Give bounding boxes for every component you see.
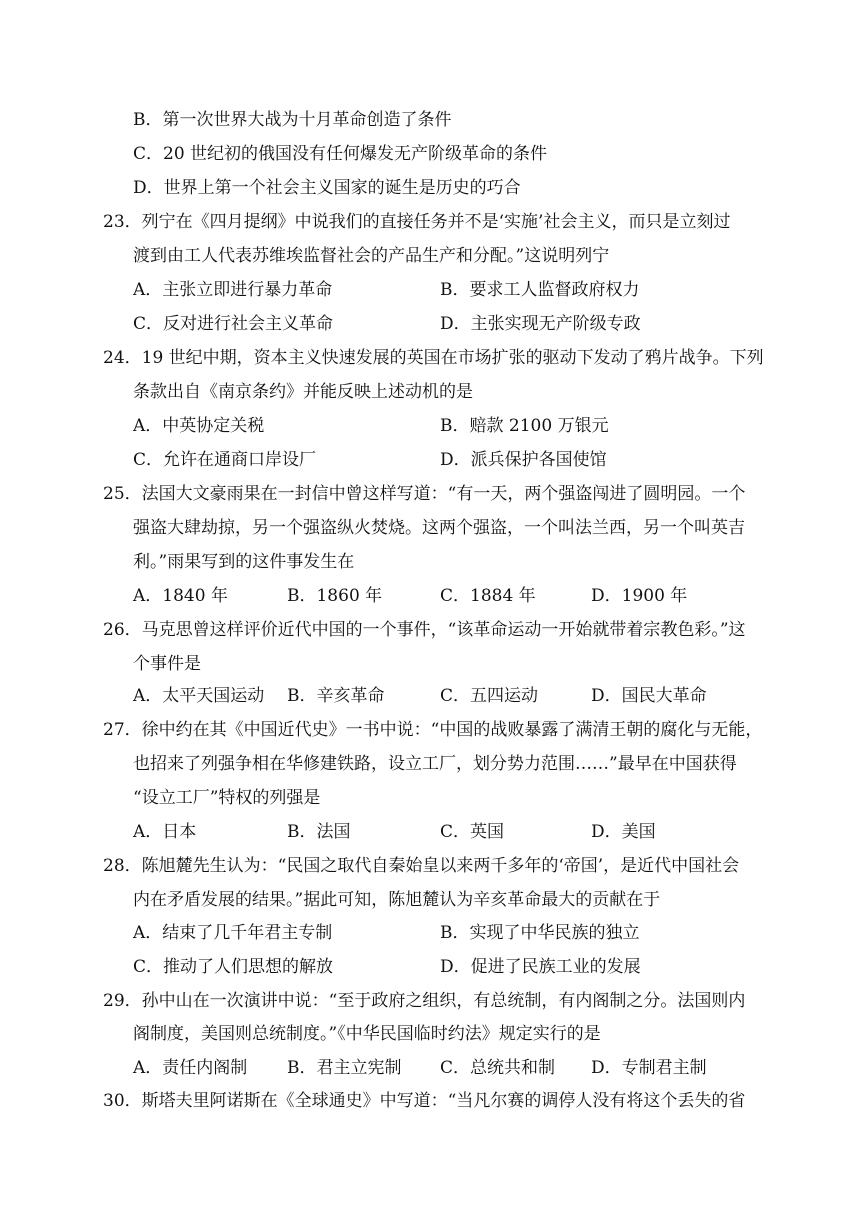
q22-option-c: C．20 世纪初的俄国没有任何爆发无产阶级革命的条件 (133, 144, 548, 164)
q24-option-c: C．允许在通商口岸设厂 (133, 450, 317, 470)
q24-option-b: B．赔款 2100 万银元 (440, 416, 609, 436)
q23-option-d: D．主张实现无产阶级专政 (440, 314, 641, 334)
q29-option-c: C．总统共和制 (440, 1058, 556, 1078)
q23-stem-line1: 23．列宁在《四月提纲》中说我们的直接任务并不是‘实施’社会主义，而只是立刻过 (103, 212, 731, 232)
q27-option-b: B．法国 (287, 822, 351, 842)
q27-option-c: C．英国 (440, 822, 505, 842)
q26-option-b: B．辛亥革命 (287, 686, 385, 706)
q28-option-b: B．实现了中华民族的独立 (440, 923, 640, 943)
q28-stem-line1: 28．陈旭麓先生认为：“民国之取代自秦始皇以来两千多年的‘帝国’，是近代中国社会 (103, 856, 740, 876)
q26-option-a: A．太平天国运动 (133, 686, 265, 706)
q22-option-b: B．第一次世界大战为十月革命创造了条件 (133, 110, 452, 130)
q25-stem-line3: 利。”雨果写到的这件事发生在 (133, 552, 355, 572)
q25-option-c: C．1884 年 (440, 586, 536, 606)
q28-stem-line2: 内在矛盾发展的结果。”据此可知，陈旭麓认为辛亥革命最大的贡献在于 (133, 890, 661, 910)
q27-option-a: A．日本 (133, 822, 197, 842)
q23-option-b: B．要求工人监督政府权力 (440, 280, 640, 300)
q27-stem-line1: 27．徐中约在其《中国近代史》一书中说：“中国的战败暴露了满清王朝的腐化与无能， (103, 720, 763, 740)
q29-stem-line2: 阁制度，美国则总统制度。”《中华民国临时约法》规定实行的是 (133, 1024, 601, 1044)
q25-option-d: D．1900 年 (591, 586, 688, 606)
q24-stem-line2: 条款出自《南京条约》并能反映上述动机的是 (133, 382, 473, 402)
q24-option-d: D．派兵保护各国使馆 (440, 450, 607, 470)
q25-stem-line2: 强盗大肆劫掠，另一个强盗纵火焚烧。这两个强盗，一个叫法兰西，另一个叫英吉 (133, 518, 745, 538)
q25-option-b: B．1860 年 (287, 586, 383, 606)
q26-stem-line1: 26．马克思曾这样评价近代中国的一个事件，“该革命运动一开始就带着宗教色彩。”这 (103, 620, 746, 640)
q30-stem-line1: 30．斯塔夫里阿诺斯在《全球通史》中写道：“当凡尔赛的调停人没有将这个丢失的省 (103, 1091, 746, 1111)
q28-option-c: C．推动了人们思想的解放 (133, 957, 334, 977)
q27-option-d: D．美国 (591, 822, 656, 842)
q23-option-a: A．主张立即进行暴力革命 (133, 280, 333, 300)
q28-option-d: D．促进了民族工业的发展 (440, 957, 641, 977)
q29-stem-line1: 29．孙中山在一次演讲中说：“至于政府之组织，有总统制，有内阁制之分。法国则内 (103, 991, 746, 1011)
q24-stem-line1: 24．19 世纪中期，资本主义快速发展的英国在市场扩张的驱动下发动了鸦片战争。下列 (103, 348, 764, 368)
q25-stem-line1: 25．法国大文豪雨果在一封信中曾这样写道：“有一天，两个强盗闯进了圆明园。一个 (103, 484, 746, 504)
q27-stem-line2: 也招来了列强争相在华修建铁路，设立工厂，划分势力范围……”最早在中国获得 (133, 754, 737, 774)
q26-option-c: C．五四运动 (440, 686, 539, 706)
q24-option-a: A．中英协定关税 (133, 416, 265, 436)
q29-option-b: B．君主立宪制 (287, 1058, 402, 1078)
q28-option-a: A．结束了几千年君主专制 (133, 923, 333, 943)
q29-option-d: D．专制君主制 (591, 1058, 707, 1078)
q23-option-c: C．反对进行社会主义革命 (133, 314, 334, 334)
q27-stem-line3: “设立工厂”特权的列强是 (133, 788, 321, 808)
q29-option-a: A．责任内阁制 (133, 1058, 248, 1078)
q25-option-a: A．1840 年 (133, 586, 228, 606)
q23-stem-line2: 渡到由工人代表苏维埃监督社会的产品生产和分配。”这说明列宁 (133, 246, 610, 266)
q26-option-d: D．国民大革命 (591, 686, 707, 706)
q22-option-d: D．世界上第一个社会主义国家的诞生是历史的巧合 (133, 178, 521, 198)
q26-stem-line2: 个事件是 (133, 654, 201, 674)
